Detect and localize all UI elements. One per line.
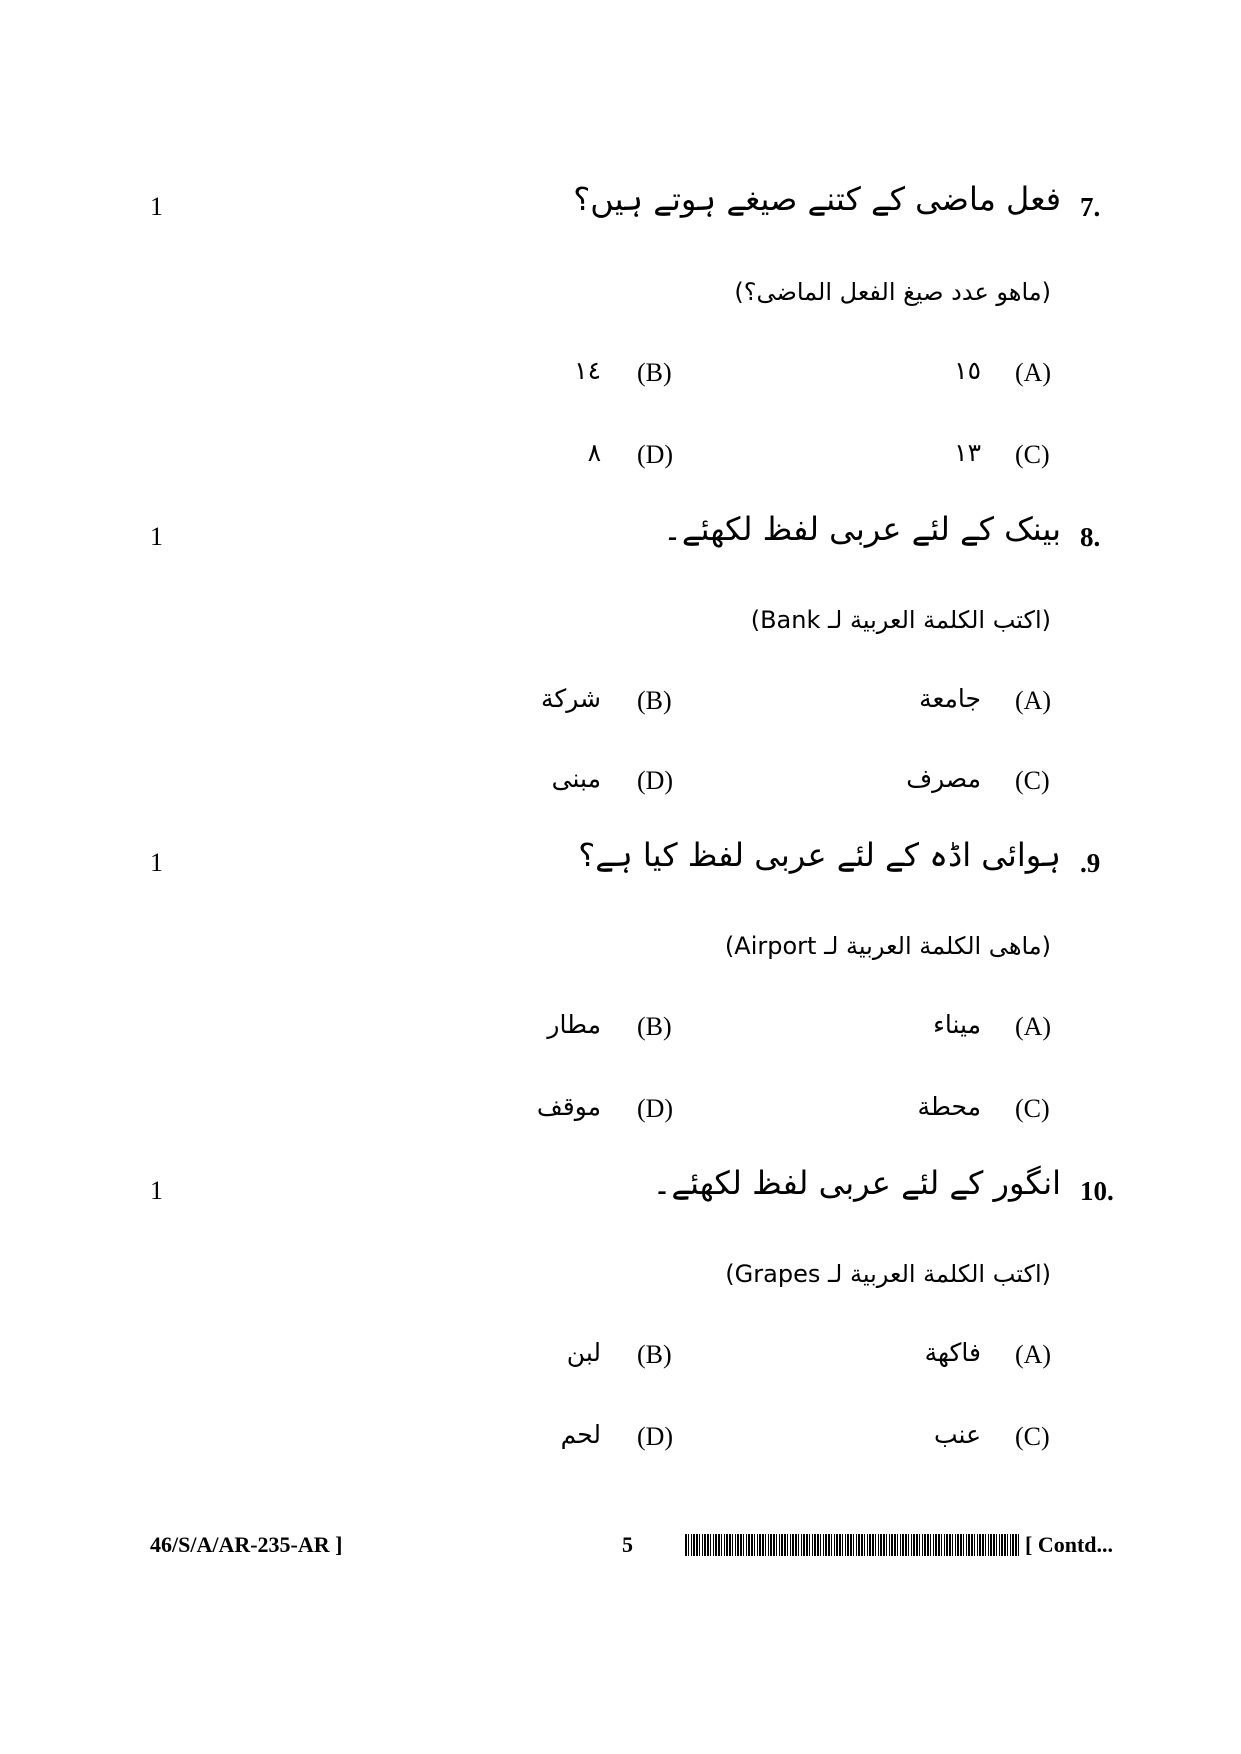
question-arabic-10: (اكتب الكلمة العربية لـ Grapes) [725, 1260, 1051, 1288]
option-label-9b: (B) [637, 1012, 672, 1041]
question-urdu-8: بینک کے لئے عربی لفظ لکھئے۔ [663, 510, 1061, 548]
option-label-7a: (A) [1015, 358, 1052, 387]
option-value-8a: جامعة [919, 684, 981, 713]
marks-q9: 1 [150, 848, 163, 877]
option-label-10a: (A) [1015, 1340, 1052, 1369]
question-arabic-7: (ماهو عدد صيغ الفعل الماضى؟) [734, 278, 1051, 306]
option-value-10a: فاكهة [924, 1338, 981, 1367]
option-label-7d: (D) [637, 440, 674, 469]
marks-q8: 1 [150, 522, 163, 551]
option-label-8b: (B) [637, 686, 672, 715]
option-value-10b: لبن [566, 1338, 601, 1367]
question-number-7: 7. [1080, 192, 1101, 222]
option-value-9c: محطة [917, 1092, 981, 1121]
footer-paper-code: 46/S/A/AR-235-AR ] [150, 1532, 343, 1557]
option-value-8b: شركة [540, 684, 601, 713]
option-value-10d: لحم [560, 1420, 601, 1449]
option-value-7c: ١٣ [954, 438, 981, 467]
option-value-7b: ١٤ [574, 356, 601, 385]
option-label-9a: (A) [1015, 1012, 1052, 1041]
option-value-8d: مبنى [551, 764, 601, 793]
option-label-9c: (C) [1015, 1094, 1050, 1123]
option-value-7d: ٨ [587, 438, 601, 467]
option-label-10d: (D) [637, 1422, 674, 1451]
option-label-10c: (C) [1015, 1422, 1050, 1451]
option-value-10c: عنب [933, 1420, 981, 1449]
option-label-8d: (D) [637, 766, 674, 795]
option-value-7a: ١٥ [954, 356, 981, 385]
question-number-9: .9 [1080, 848, 1101, 878]
question-urdu-10: انگور کے لئے عربی لفظ لکھئے۔ [652, 1164, 1061, 1202]
option-value-8c: مصرف [906, 764, 981, 793]
footer-contd: [ Contd... [1025, 1532, 1114, 1557]
marks-q10: 1 [150, 1176, 163, 1205]
option-label-7c: (C) [1015, 440, 1050, 469]
question-number-8: 8. [1080, 522, 1101, 552]
option-value-9a: ميناء [933, 1010, 981, 1039]
question-arabic-8: (اكتب الكلمة العربية لـ Bank) [750, 606, 1051, 634]
footer-page-number: 5 [622, 1532, 633, 1557]
question-urdu-7: فعل ماضی کے کتنے صیغے ہوتے ہیں؟ [573, 180, 1061, 218]
option-value-9b: مطار [547, 1010, 601, 1039]
option-label-8c: (C) [1015, 766, 1050, 795]
option-label-7b: (B) [637, 358, 672, 387]
option-value-9d: موقف [536, 1092, 601, 1121]
barcode [685, 1534, 1020, 1556]
option-label-8a: (A) [1015, 686, 1052, 715]
question-urdu-9: ہوائی اڈہ کے لئے عربی لفظ کیا ہے؟ [578, 836, 1061, 874]
question-arabic-9: (ماهى الكلمة العربية لـ Airport) [724, 932, 1051, 960]
marks-q7: 1 [150, 192, 163, 221]
option-label-10b: (B) [637, 1340, 672, 1369]
question-number-10: 10. [1080, 1176, 1114, 1206]
option-label-9d: (D) [637, 1094, 674, 1123]
